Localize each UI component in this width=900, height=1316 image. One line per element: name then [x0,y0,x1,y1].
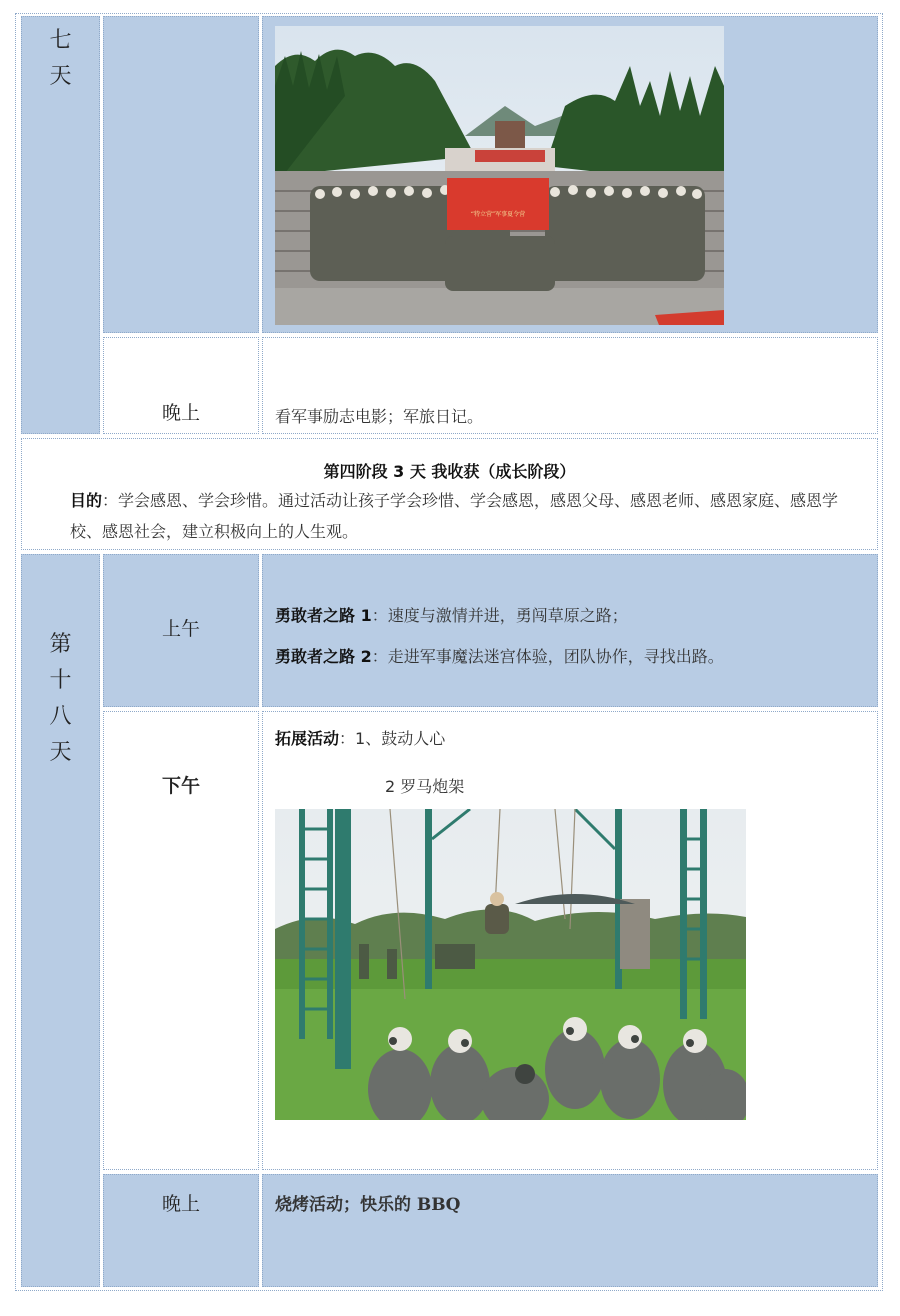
day-7-label-cell [21,16,100,434]
period-morning: 上午 [161,618,200,640]
day-7-evening-activity: 看军事励志电影；军旅日记。 [275,407,484,426]
afternoon-item-1: 拓展活动：1、鼓动人心 [275,729,446,748]
goal-text: ：学会感恩、学会珍惜。通过活动让孩子学会珍惜、学会感恩，感恩父母、感恩老师、感恩家庭、感恩学校、感恩社会，建立积极向上的人生观。 [70,491,839,541]
day-18-evening-activity-cell [262,1174,878,1287]
outdoor-training-photo [275,809,746,1120]
stage-4-title: 第四阶段 3 天 我收获（成长阶段） [323,462,576,481]
stage-4-header-cell [21,438,878,550]
day-7-label: 七 天 [49,28,72,89]
period-afternoon: 下午 [161,775,200,797]
day-18-morning-period-cell [103,554,259,707]
group-photo-image [275,26,724,325]
outdoor-training-photo-image [275,809,746,1120]
day-7-photo-cell [262,16,878,333]
morning-item-2: 勇敢者之路 2：走进军事魔法迷宫体验，团队协作，寻找出路。 [275,647,724,666]
period-evening: 晚上 [161,402,200,424]
morning-item-1: 勇敢者之路 1：速度与激情并进，勇闯草原之路； [275,606,628,625]
day-7-period-cell-empty [103,16,259,333]
day-18-morning-activity-cell [262,554,878,707]
goal-label: 目的 [70,491,103,510]
day-18-afternoon-activity-cell [262,711,878,1170]
stage-4-goal [70,485,865,547]
day-18-label-cell [21,554,100,1287]
day-18-evening-activity: 烧烤活动；快乐的 BBQ [275,1195,461,1215]
day-18-label: 第 十 八 天 [49,632,72,765]
afternoon-item-2: 2 罗马炮架 [385,777,465,796]
group-photo [275,26,724,325]
period-evening-day-18: 晚上 [161,1193,200,1215]
svg-text:“特立营”军事夏令营: “特立营”军事夏令营 [470,211,526,218]
day-7-evening-activity-cell [262,337,878,434]
day-18-afternoon-period-cell [103,711,259,1170]
day-7-evening-period-cell [103,337,259,434]
day-18-evening-period-cell [103,1174,259,1287]
